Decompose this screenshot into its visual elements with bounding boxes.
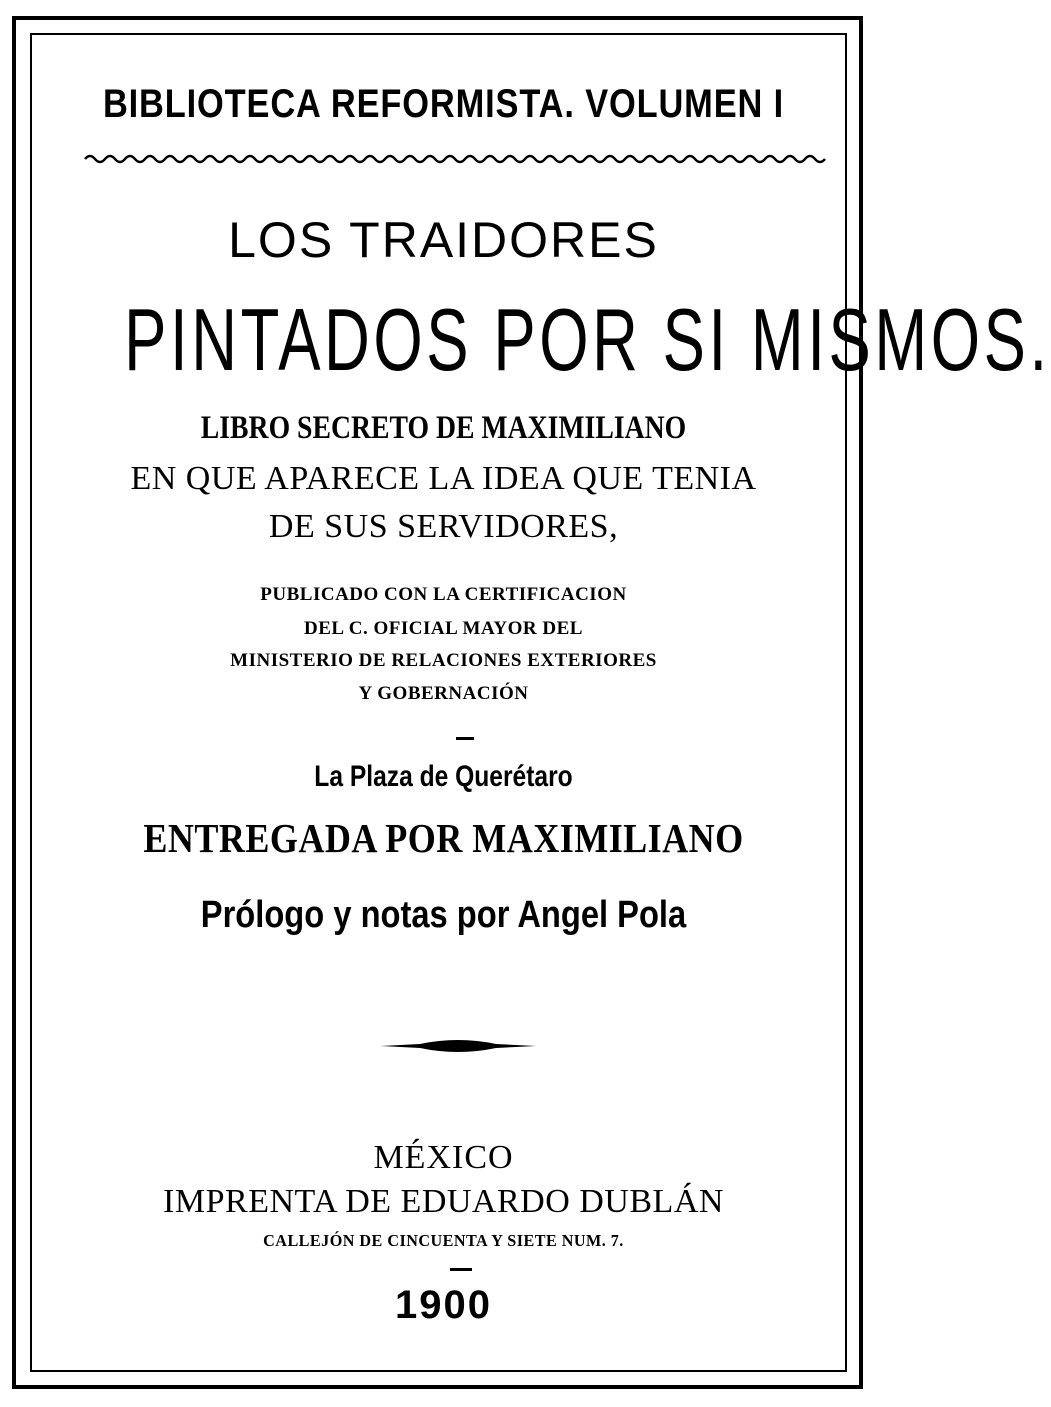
main-title-line-2: PINTADOS POR SI MISMOS. (124, 290, 1051, 389)
short-rule (456, 737, 474, 740)
certification-line-2: DEL C. OFICIAL MAYOR DEL (304, 618, 583, 639)
imprint-printer: IMPRENTA DE EDUARDO DUBLÁN (163, 1183, 724, 1220)
prologue-credit: Prólogo y notas por Angel Pola (200, 894, 687, 936)
second-work-subtitle: ENTREGADA POR MAXIMILIANO (143, 815, 744, 861)
imprint-city: MÉXICO (373, 1139, 514, 1176)
certification-line-4: Y GOBERNACIÓN (358, 683, 529, 704)
series-title: BIBLIOTECA REFORMISTA. VOLUMEN I (102, 82, 785, 126)
certification-line-1: PUBLICADO CON LA CERTIFICACION (260, 584, 627, 605)
imprint-year: 1900 (395, 1283, 492, 1327)
certification-line-3: MINISTERIO DE RELACIONES EXTERIORES (230, 650, 657, 671)
ornament-rule (380, 1036, 536, 1056)
subtitle-line-2: EN QUE APARECE LA IDEA QUE TENIA (130, 460, 757, 497)
subtitle-line-3: DE SUS SERVIDORES, (268, 508, 619, 545)
subtitle-line-1: LIBRO SECRETO DE MAXIMILIANO (200, 410, 687, 446)
short-rule-2 (450, 1268, 472, 1271)
wavy-rule (85, 150, 830, 168)
second-work-title: La Plaza de Querétaro (314, 760, 573, 793)
imprint-address: CALLEJÓN DE CINCUENTA Y SIETE NUM. 7. (263, 1231, 624, 1250)
main-title-line-1: LOS TRAIDORES (228, 212, 659, 268)
